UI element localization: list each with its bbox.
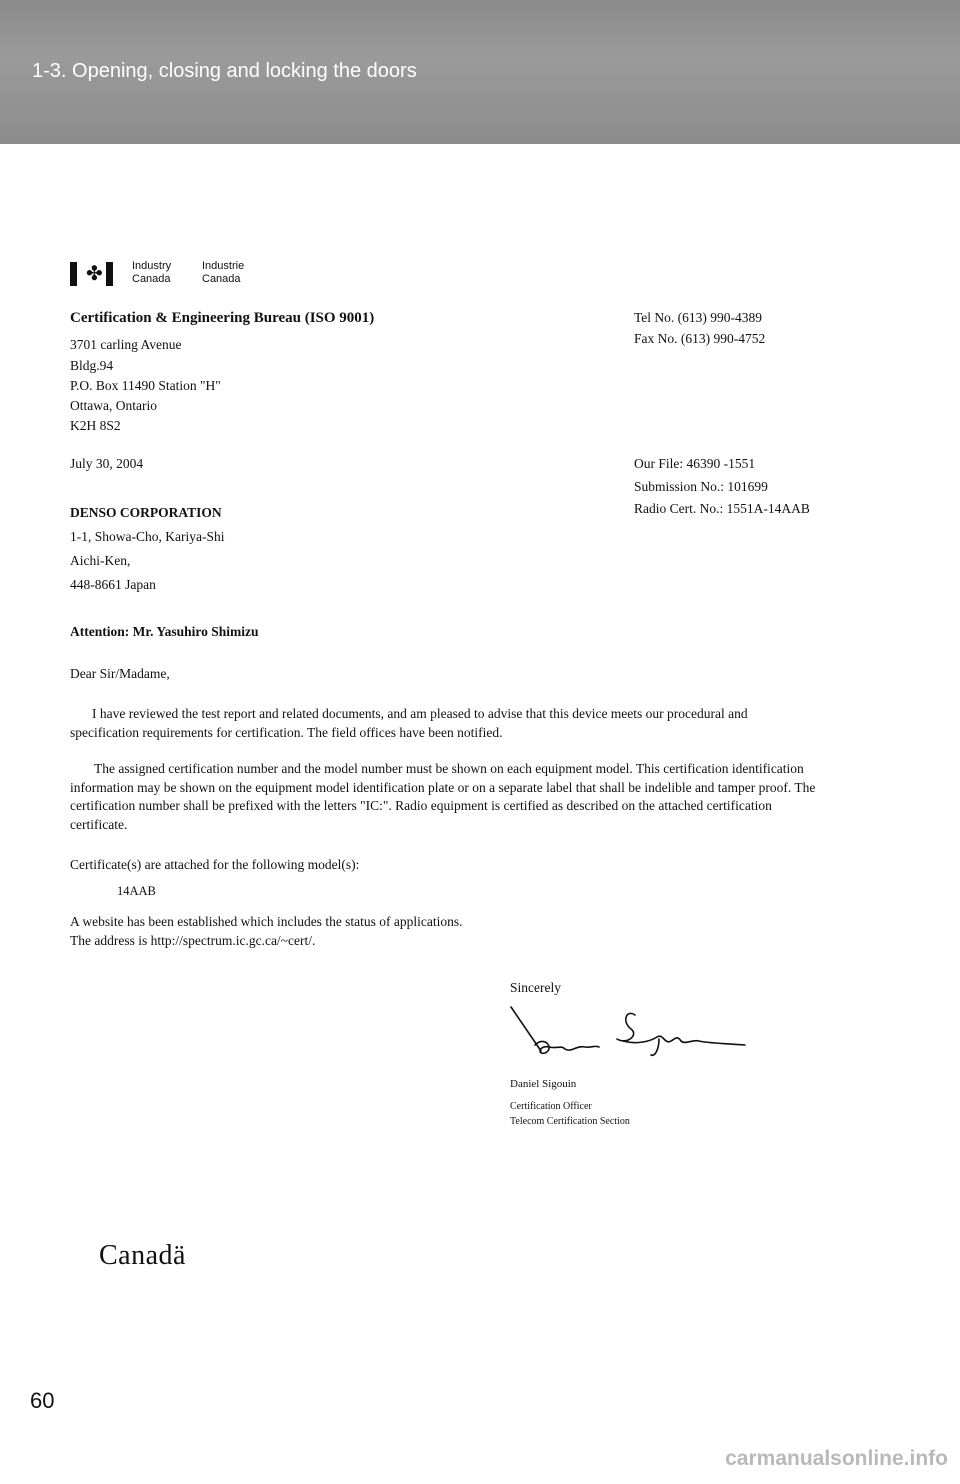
flag-bar-right	[106, 262, 113, 286]
dept-name-fr-line2: Canada	[202, 273, 241, 285]
signature-stroke	[623, 1036, 745, 1045]
models-intro: Certificate(s) are attached for the following model(s):	[70, 857, 360, 872]
closing: Sincerely	[510, 980, 561, 995]
radio-cert-number: Radio Cert. No.: 1551A-14AAB	[634, 501, 810, 516]
model-number: 14AAB	[117, 884, 156, 898]
address-line: K2H 8S2	[70, 418, 121, 433]
address-line: Ottawa, Ontario	[70, 398, 157, 413]
our-file: Our File: 46390 -1551	[634, 456, 756, 471]
address-line: 3701 carling Avenue	[70, 337, 182, 352]
flag-bar-left	[70, 262, 77, 286]
attention-line: Attention: Mr. Yasuhiro Shimizu	[70, 624, 259, 639]
recipient-company: DENSO CORPORATION	[70, 505, 222, 520]
maple-leaf-icon: ✤	[86, 263, 103, 285]
signer-name: Daniel Sigouin	[510, 1078, 577, 1090]
website-line-1: A website has been established which includes the status of applications.	[70, 914, 463, 929]
bureau-title: Certification & Engineering Bureau (ISO 9001)	[70, 310, 375, 326]
recipient-address-line: Aichi-Ken,	[70, 553, 131, 568]
signature-stroke	[617, 1013, 635, 1040]
dept-name-fr-line1: Industrie	[202, 260, 245, 272]
tel-number: Tel No. (613) 990-4389	[634, 310, 763, 325]
recipient-address-line: 448-8661 Japan	[70, 577, 156, 592]
signature-stroke	[535, 1041, 599, 1053]
fax-number: Fax No. (613) 990-4752	[634, 331, 766, 346]
handwritten-signature	[505, 1005, 755, 1065]
submission-number: Submission No.: 101699	[634, 479, 768, 494]
recipient-address-line: 1-1, Showa-Cho, Kariya-Shi	[70, 529, 225, 544]
dept-name-en-line2: Canada	[132, 273, 171, 285]
dept-name-en-line1: Industry	[132, 260, 172, 272]
body-paragraph-1: I have reviewed the test report and related documents, and am pleased to advise that this device meets our procedural and specification requirements for certification. The field offices have been notified.	[70, 706, 748, 740]
salutation: Dear Sir/Madame,	[70, 666, 170, 681]
page-number: 60	[30, 1388, 55, 1413]
signer-section: Telecom Certification Section	[510, 1116, 630, 1127]
signature-stroke	[651, 1039, 659, 1055]
canada-wordmark: Canadä	[99, 1240, 186, 1271]
section-title: 1-3. Opening, closing and locking the doors	[32, 60, 417, 82]
website-line-2: The address is http://spectrum.ic.gc.ca/~cert/.	[70, 933, 316, 948]
address-line: P.O. Box 11490 Station "H"	[70, 378, 221, 393]
body-paragraph-2: The assigned certification number and the model number must be shown on each equipment model. This certification identification information may be shown on the equipment model identification plate or on a separate label that shall be indelible and tamper proof. The certification number shall be prefixed with the letters "IC:". Radio equipment is certified as described on the attached certification certificate.	[70, 761, 816, 832]
letter-date: July 30, 2004	[70, 456, 144, 471]
watermark: carmanualsonline.info	[725, 1447, 948, 1470]
industry-canada-logo	[70, 260, 330, 290]
section-header-band	[0, 0, 960, 144]
address-line: Bldg.94	[70, 358, 114, 373]
signer-title: Certification Officer	[510, 1101, 592, 1112]
